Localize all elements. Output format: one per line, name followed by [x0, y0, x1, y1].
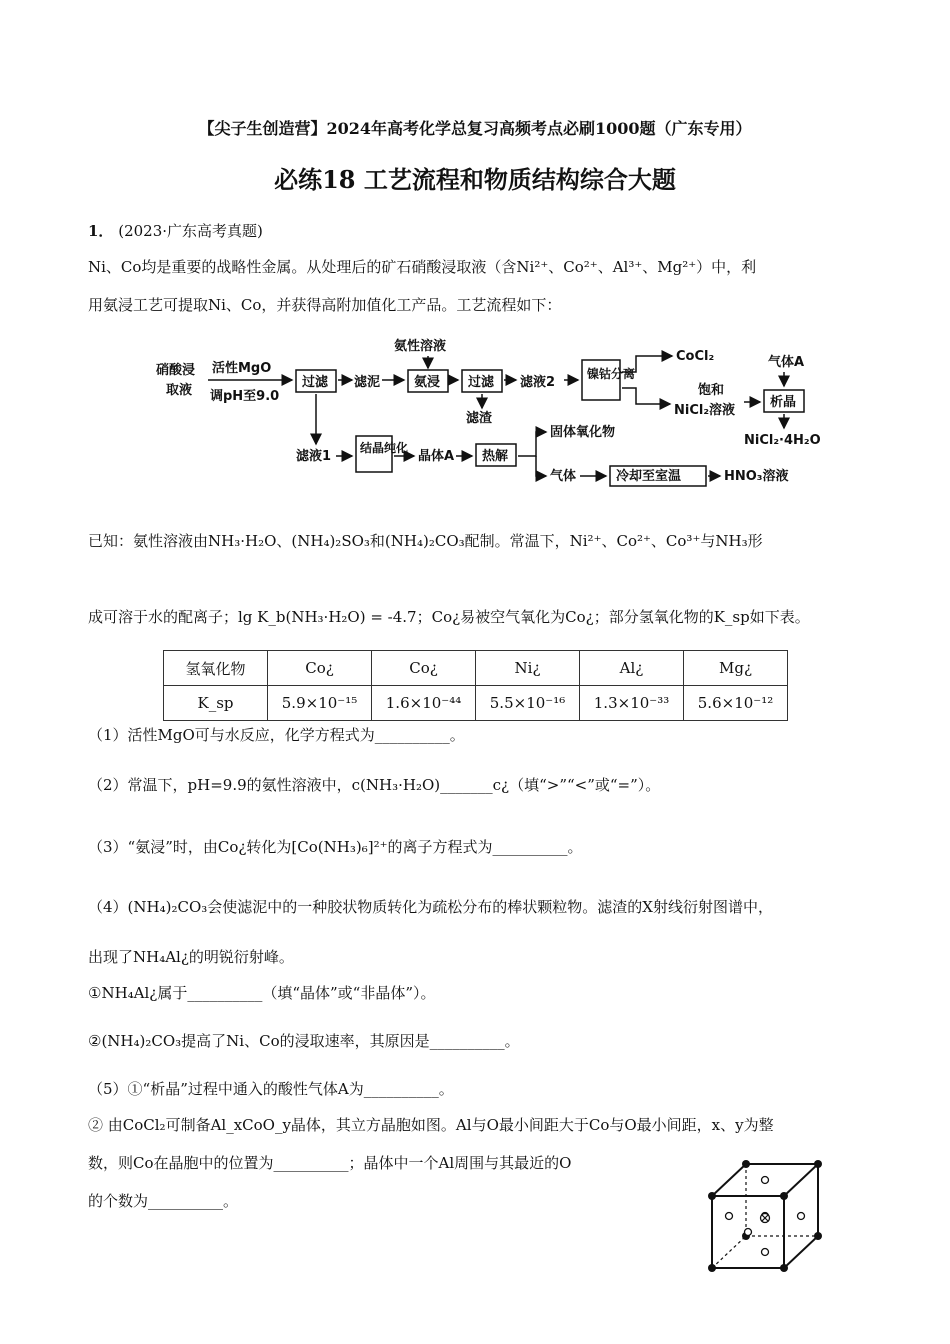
table-value-cell: 5.9×10⁻¹⁵ — [268, 686, 372, 721]
corner-atom — [780, 1192, 788, 1200]
face-atom — [762, 1177, 769, 1184]
subquestion-2: （2）常温下，pH=9.9的氨性溶液中，c(NH₃·H₂O)_______c¿（填“>”“<”或“=”）。 — [88, 776, 661, 794]
table-value-cell: 1.6×10⁻⁴⁴ — [372, 686, 476, 721]
known-line-1: 已知：氨性溶液由NH₃·H₂O、(NH₄)₂SO₃和(NH₄)₂CO₃配制。常温下，Ni²⁺、Co²⁺、Co³⁺与NH₃形 — [88, 532, 763, 550]
solid-oxide-label: 固体氧化物 — [550, 425, 616, 440]
subquestion-4a: ①NH₄Al¿属于__________（填“晶体”或“非晶体”）。 — [88, 984, 436, 1002]
crystal-a-label: 晶体A — [418, 449, 455, 464]
ksp-table-value-row — [164, 686, 788, 721]
face-atom — [762, 1249, 769, 1256]
table-value-cell: 5.5×10⁻¹⁶ — [476, 686, 580, 721]
subquestion-5a: （5）①“析晶”过程中通入的酸性气体A为__________。 — [88, 1080, 454, 1098]
reagent-label-1: 活性MgO — [212, 361, 272, 376]
table-value-cell: 5.6×10⁻¹² — [684, 686, 788, 721]
filtrate-2-label: 滤液2 — [520, 375, 556, 390]
subquestion-5b-line-2: 数，则Co在晶胞中的位置为__________；晶体中一个Al周围与其最近的O — [88, 1154, 572, 1172]
crystallize-label: 析晶 — [770, 395, 797, 410]
ammonia-solution-label: 氨性溶液 — [394, 339, 447, 354]
corner-atom — [780, 1264, 788, 1272]
subquestion-4b: ②(NH₄)₂CO₃提高了Ni、Co的浸取速率，其原因是__________。 — [88, 1032, 520, 1050]
page-title: 必练18 工艺流程和物质结构综合大题 — [274, 165, 676, 194]
table-header-cell: Al¿ — [580, 651, 684, 686]
corner-atom — [814, 1232, 822, 1240]
table-header-cell: Co¿ — [372, 651, 476, 686]
subquestion-4-line-1: （4）(NH₄)₂CO₃会使滤泥中的一种胶状物质转化为疏松分布的棒状颗粒物。滤渣的X射线衍射图谱中， — [88, 898, 773, 916]
gas-a-label: 气体A — [768, 355, 805, 370]
mud-label: 滤泥 — [354, 375, 381, 390]
subquestion-1: （1）活性MgO可与水反应，化学方程式为__________。 — [88, 726, 465, 744]
corner-atom — [708, 1264, 716, 1272]
table-value-cell: 1.3×10⁻³³ — [580, 686, 684, 721]
face-atom — [745, 1229, 752, 1236]
table-row-label: K_sp — [164, 686, 268, 721]
feed-label-2: 取液 — [166, 383, 193, 398]
saturated-label-2: NiCl₂溶液 — [674, 403, 736, 418]
process-flowchart — [150, 332, 830, 490]
page-header: 【尖子生创造营】2024年高考化学总复习高频考点必刷1000题（广东专用） — [198, 119, 752, 138]
ksp-table-header-row — [164, 651, 788, 686]
nicl2-hydrate-label: NiCl₂·4H₂O — [744, 433, 821, 448]
face-atom — [798, 1213, 805, 1220]
known-line-2: 成可溶于水的配离子；lg K_b(NH₃·H₂O) = -4.7；Co¿易被空气氧化为Co¿；部分氢氧化物的K_sp如下表。 — [88, 608, 810, 626]
residue-label: 滤渣 — [466, 411, 493, 426]
intro-line-2: 用氨浸工艺可提取Ni、Co，并获得高附加值化工产品。工艺流程如下： — [88, 296, 562, 314]
reagent-label-2: 调pH至9.0 — [210, 389, 280, 404]
question-number: 1． — [88, 222, 114, 240]
cocl2-label: CoCl₂ — [676, 349, 715, 364]
corner-atom — [742, 1160, 750, 1168]
table-header-cell: Ni¿ — [476, 651, 580, 686]
saturated-label-1: 饱和 — [698, 383, 725, 398]
cooling-label: 冷却至室温 — [616, 469, 682, 484]
filtrate-1-label: 滤液1 — [296, 449, 332, 464]
question-source: (2023·广东高考真题) — [118, 222, 263, 240]
ksp-table — [163, 650, 788, 721]
feed-label-1: 硝酸浸 — [156, 363, 196, 378]
table-header-cell: 氢氧化物 — [164, 651, 268, 686]
intro-line-1: Ni、Co均是重要的战略性金属。从处理后的矿石硝酸浸取液（含Ni²⁺、Co²⁺、Al³⁺、Mg²⁺）中，利 — [88, 258, 757, 276]
pyrolysis-label: 热解 — [482, 449, 509, 464]
filter-1-label: 过滤 — [302, 375, 329, 390]
ammonia-leach-label: 氨浸 — [414, 375, 441, 390]
unit-cell-figure — [700, 1156, 830, 1280]
hno3-label: HNO₃溶液 — [724, 469, 789, 484]
face-atom — [726, 1213, 733, 1220]
table-header-cell: Mg¿ — [684, 651, 788, 686]
purify-label: 结晶纯化 — [360, 441, 409, 455]
subquestion-3: （3）“氨浸”时，由Co¿转化为[Co(NH₃)₆]²⁺的离子方程式为__________。 — [88, 838, 583, 856]
filter-2-label: 过滤 — [468, 375, 495, 390]
subquestion-4-line-2: 出现了NH₄Al¿的明锐衍射峰。 — [88, 948, 294, 966]
corner-atom — [814, 1160, 822, 1168]
question-number-line — [88, 220, 263, 242]
gas-label: 气体 — [550, 469, 577, 484]
subquestion-5b-line-3: 的个数为__________。 — [88, 1192, 239, 1210]
table-header-cell: Co¿ — [268, 651, 372, 686]
corner-atom — [708, 1192, 716, 1200]
separation-label: 镍钴分离 — [587, 367, 636, 381]
subquestion-5b-line-1: ② 由CoCl₂可制备Al_xCoO_y晶体，其立方晶胞如图。Al与O最小间距大于Co与O最小间距，x、y为整 — [88, 1116, 774, 1134]
